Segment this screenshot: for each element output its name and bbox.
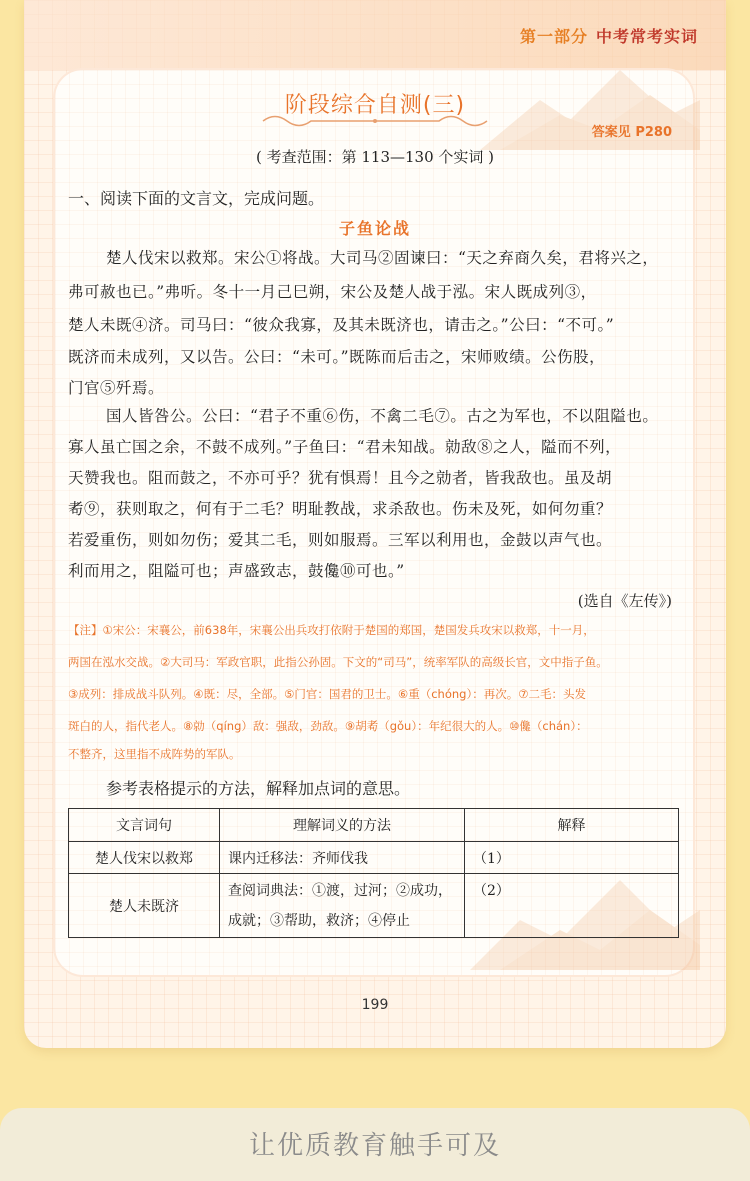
annotation-line: 【注】①宋公：宋襄公，前638年，宋襄公出兵攻打依附于楚国的郑国，楚国发兵攻宋以救郑，十一月， xyxy=(68,623,595,637)
method-cell: 查阅词典法：①渡，过河；②成功，成就；③帮助，救济；④停止 xyxy=(220,874,465,938)
answer-reference: 答案见 P280 xyxy=(591,125,672,140)
page-title: 阶段综合自测(三) xyxy=(284,93,466,118)
passage-line: 利而用之，阻隘可也；声盛致志，鼓儳⑩可也。” xyxy=(68,562,405,580)
column-header: 理解词义的方法 xyxy=(220,809,465,842)
section-header xyxy=(520,24,698,47)
passage-line: 楚人未既④济。司马曰：“彼众我寡，及其未既济也，请击之。”公曰：“不可。” xyxy=(68,316,615,334)
passage-line: 耇⑨，获则取之，何有于二毛？明耻教战，求杀敌也。伤未及死，如何勿重？ xyxy=(68,500,613,518)
passage-line: 楚人伐宋以救郑。宋公①将战。大司马②固谏曰：“天之弃商久矣，君将兴之， xyxy=(106,249,659,267)
page-number: 199 xyxy=(361,997,389,1013)
annotation-line: ③成列：排成战斗队列。④既：尽，全部。⑤门官：国君的卫士。⑥重（chóng）：再次。⑦二毛：头发 xyxy=(68,687,587,701)
annotation-line: 两国在泓水交战。②大司马：军政官职，此指公孙固。下文的“司马”，统率军队的高级长官，文中指子鱼。 xyxy=(68,655,608,669)
passage-title: 子鱼论战 xyxy=(338,219,411,238)
answer-cell[interactable]: （2） xyxy=(465,874,679,938)
table-instruction: 参考表格提示的方法，解释加点词的意思。 xyxy=(106,779,411,798)
passage-source: (选自《左传》) xyxy=(577,592,672,610)
passage-line: 若爱重伤，则如勿伤；爱其二毛，则如服焉。三军以利用也，金鼓以声气也。 xyxy=(68,531,613,549)
passage-line: 寡人虽亡国之余，不鼓不成列。”子鱼曰：“君未知战。勍敌⑧之人，隘而不列， xyxy=(68,438,622,456)
answer-cell[interactable]: （1） xyxy=(465,842,679,874)
column-header: 解释 xyxy=(465,809,679,842)
sentence-cell: 楚人未既济 xyxy=(69,874,220,938)
vocab-table xyxy=(68,808,679,938)
column-header: 文言词句 xyxy=(69,809,220,842)
passage-line: 既济而未成列，又以告。公曰：“未可。”既陈而后击之，宋师败绩。公伤股， xyxy=(68,348,606,366)
part-label: 第一部分 xyxy=(519,27,588,46)
passage-line: 国人皆咎公。公曰：“君子不重⑥伤，不禽二毛⑦。古之为军也，不以阻隘也。 xyxy=(106,407,659,425)
title-underline-ornament xyxy=(255,112,495,130)
sentence-cell: 楚人伐宋以救郑 xyxy=(69,842,220,874)
annotation-line: 斑白的人，指代老人。⑧勍（qíng）敌：强敌，劲敌。⑨胡耇（gǒu）：年纪很大的人。⑩儳（chán）： xyxy=(68,719,588,733)
passage-line: 门官⑤歼焉。 xyxy=(68,379,165,397)
table-row xyxy=(69,842,679,874)
footer-slogan: 让优质教育触手可及 xyxy=(248,1131,501,1161)
annotation-line: 不整齐，这里指不成阵势的军队。 xyxy=(68,747,241,761)
passage-line: 弗可赦也已。”弗听。冬十一月己巳朔，宋公及楚人战于泓。宋人既成列③， xyxy=(68,283,597,301)
passage-line: 天赞我也。阻而鼓之，不亦可乎？犹有惧焉！且今之勍者，皆我敌也。虽及胡 xyxy=(68,469,613,487)
question-heading: 一、阅读下面的文言文，完成问题。 xyxy=(68,189,325,208)
section-label: 中考常考实词 xyxy=(595,27,698,46)
test-scope: ( 考查范围：第 113—130 个实词 ) xyxy=(255,148,495,166)
table-row xyxy=(69,874,679,938)
method-cell: 课内迁移法：齐师伐我 xyxy=(220,842,465,874)
table-header-row xyxy=(69,809,679,842)
